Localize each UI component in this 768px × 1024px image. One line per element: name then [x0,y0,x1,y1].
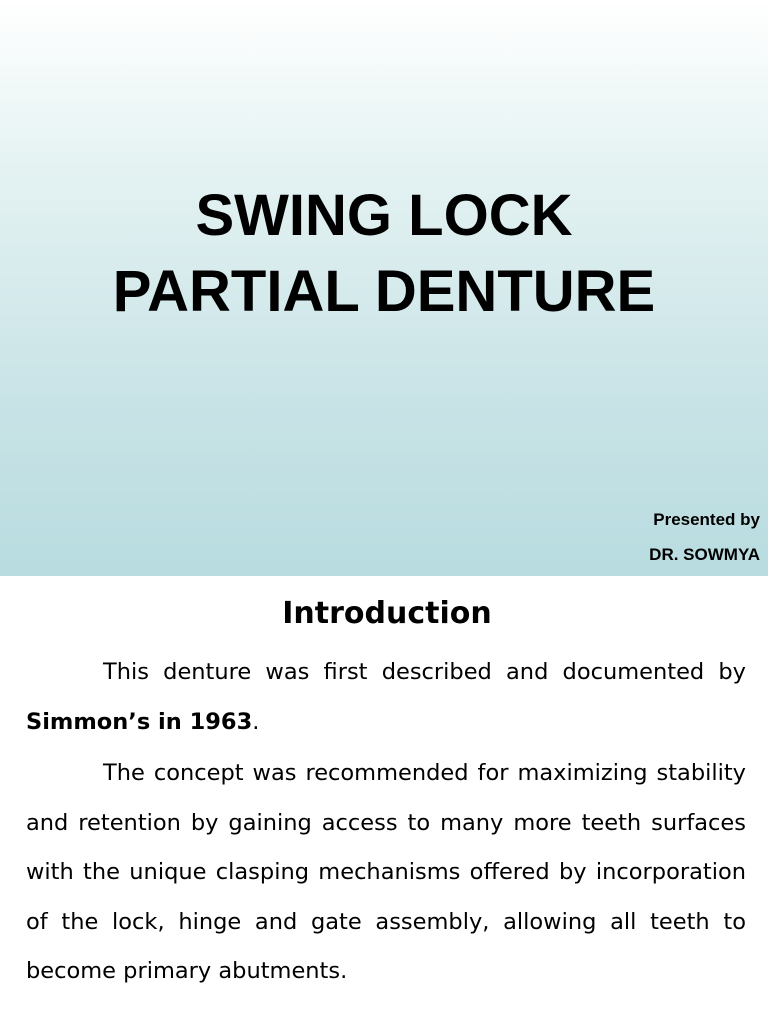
document-page [0,576,768,1024]
presented-by-label: Presented by [653,510,760,529]
presenter-name: DR. SOWMYA [649,545,760,564]
slide-title-line-1: SWING LOCK [195,183,573,248]
paragraph-2: The concept was recommended for maximizing stability and retention by gaining access to many more teeth surfaces with the unique clasping mechanisms offered by incorporation of the lock, hinge and gate assembly, allowing all teeth to become primary abutments. [26,760,746,984]
section-heading: Introduction [282,596,492,631]
paragraph-1-bold: Simmon’s in 1963 [26,708,253,735]
paragraph-1 [26,648,746,747]
slide-title [0,178,768,330]
slide-title-line-2: PARTIAL DENTURE [112,259,656,324]
body-text [26,648,746,999]
paragraph-1-end: . [252,708,260,735]
paragraph-1-text: This denture was first described and documented by [103,659,746,685]
presenter-block [649,502,760,572]
